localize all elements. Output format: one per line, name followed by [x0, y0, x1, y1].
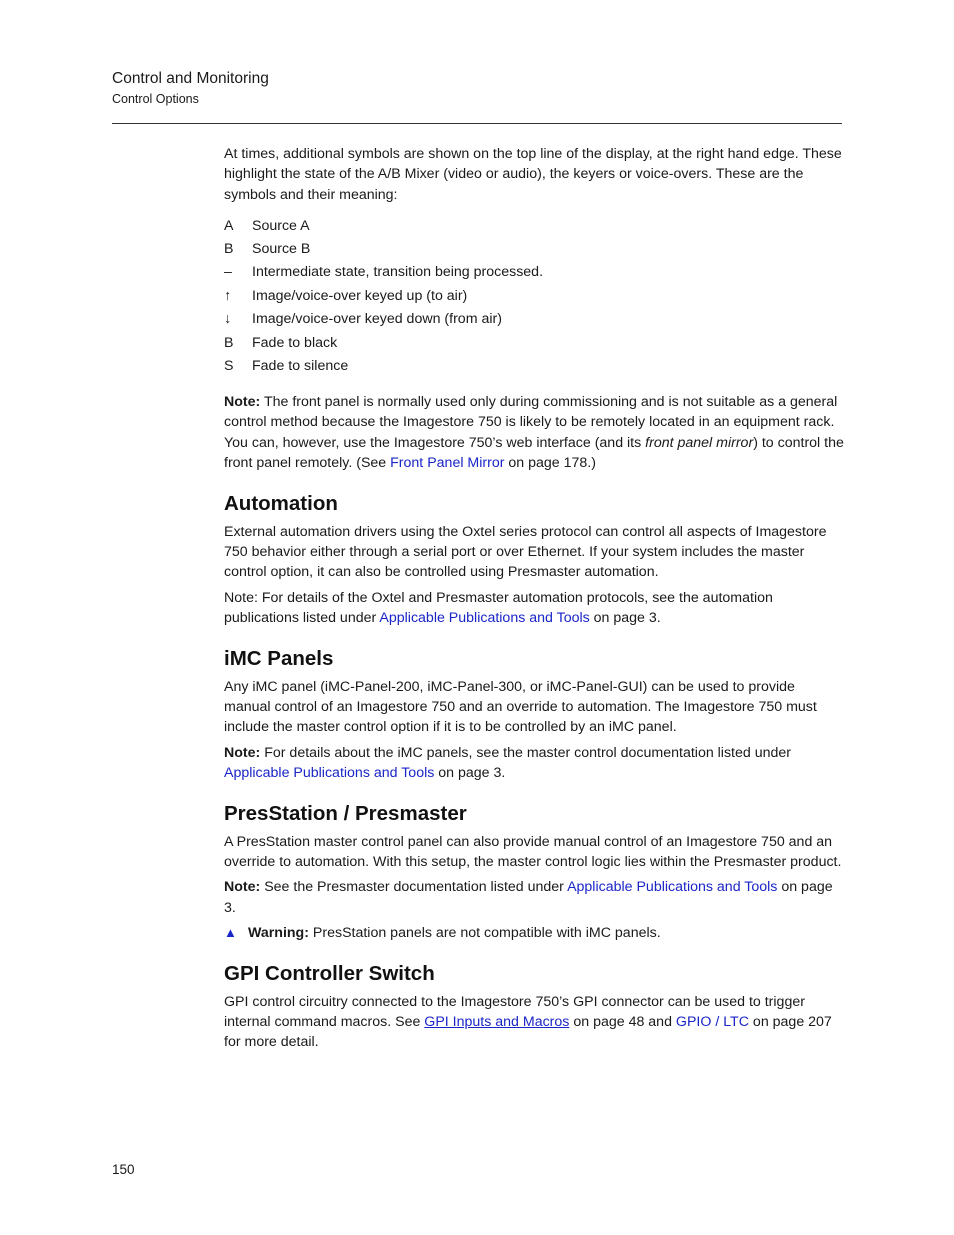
symbol-meaning: Image/voice-over keyed up (to air) [252, 287, 468, 304]
note-text: Note: For details of the Oxtel and Presmaster automation protocols, see the automation publications listed under [224, 589, 773, 627]
list-item [224, 214, 844, 237]
gpi-heading: GPI Controller Switch [224, 961, 435, 985]
list-item [224, 355, 844, 378]
list-item [224, 284, 844, 307]
down-arrow-icon: ↓ [224, 311, 232, 328]
automation-paragraph: External automation drivers using the Oxtel series protocol can control all aspects of Imagestore 750 behavior either through a serial port or over Ethernet. If your system includes the master control option, it can also be controlled using Presmaster automation. [224, 523, 827, 581]
symbol-glyph: A [224, 217, 234, 234]
warning-triangle-icon: ▲ [224, 925, 237, 941]
gpi-text: on page 48 and [569, 1014, 676, 1031]
page-content [224, 144, 844, 1058]
imc-note [224, 743, 844, 784]
symbol-meaning: Intermediate state, transition being processed. [252, 264, 544, 281]
symbol-meaning: Source B [252, 241, 311, 258]
note-text: For details about the iMC panels, see the master control documentation listed under [260, 744, 792, 761]
note-label: Note: [224, 879, 261, 896]
symbol-meaning: Image/voice-over keyed down (from air) [252, 311, 502, 328]
gpi-text: on page 207 for more detail. [224, 1014, 832, 1051]
intro-paragraph: At times, additional symbols are shown on the top line of the display, at the right hand edge. These highlight the state of the A/B Mixer (video or audio), the keyers or voice-overs. These are the symbols and their meaning: [224, 146, 842, 203]
note-text: ) to control the front panel remotely. (See [224, 434, 844, 472]
symbol-meaning: Source A [252, 217, 310, 234]
list-item [224, 308, 844, 331]
symbol-glyph: S [224, 358, 234, 375]
symbol-list [224, 214, 844, 378]
applicable-publications-link[interactable]: Applicable Publications and Tools [224, 765, 435, 782]
running-header-title: Control and Monitoring [112, 70, 269, 87]
gpi-paragraph [224, 992, 844, 1053]
front-panel-mirror-link[interactable]: Front Panel Mirror [390, 455, 505, 472]
running-header-subtitle: Control Options [112, 92, 199, 106]
note-text: on page 3. [224, 879, 833, 916]
symbol-meaning: Fade to silence [252, 358, 349, 375]
gpi-inputs-macros-link[interactable]: GPI Inputs and Macros [424, 1014, 570, 1031]
note-label: Note: [224, 393, 261, 410]
symbol-glyph: B [224, 334, 234, 351]
note-text: See the Presmaster documentation listed under [260, 879, 568, 896]
note-text: The front panel is normally used only during commissioning and is not suitable as a general control method because the Imagestore 750 is likely to be remotely located in an equipment rack. You can, however, use the Imagestore 750’s web interface (and its [224, 393, 838, 451]
symbol-glyph: – [224, 264, 232, 281]
list-item [224, 331, 844, 354]
note-italic: front panel mirror [645, 434, 754, 451]
automation-note [224, 588, 844, 629]
note-text: on page 3. [589, 610, 661, 627]
symbol-glyph: B [224, 241, 234, 258]
presstation-paragraph: A PresStation master control panel can also provide manual control of an Imagestore 750 and an override to automation. With this setup, the master control logic lies within the Presmaster product. [224, 833, 842, 871]
up-arrow-icon: ↑ [224, 287, 232, 304]
automation-heading: Automation [224, 491, 338, 515]
gpio-ltc-link[interactable]: GPIO / LTC [675, 1014, 749, 1031]
presstation-warning [224, 923, 844, 943]
warning-label: Warning: [248, 925, 309, 942]
applicable-publications-link[interactable]: Applicable Publications and Tools [379, 610, 590, 627]
front-panel-note [224, 392, 844, 474]
presstation-note [224, 877, 844, 918]
page-number: 150 [112, 1162, 135, 1177]
imc-paragraph: Any iMC panel (iMC-Panel-200, iMC-Panel-300, or iMC-Panel-GUI) can be used to provide manual control of an Imagestore 750 and an override to automation. The Imagestore 750 must include the master control option if it is to be controlled by an iMC panel. [224, 678, 817, 736]
note-text: on page 178.) [504, 455, 596, 472]
gpi-text: GPI control circuitry connected to the Imagestore 750’s GPI connector can be used to trigger internal command macros. See [224, 993, 805, 1031]
applicable-publications-link[interactable]: Applicable Publications and Tools [567, 879, 778, 896]
presstation-heading: PresStation / Presmaster [224, 801, 467, 825]
list-item [224, 261, 844, 284]
note-label: Note: [224, 744, 261, 761]
imc-panels-heading: iMC Panels [224, 646, 334, 670]
warning-text: PresStation panels are not compatible with iMC panels. [308, 925, 661, 942]
symbol-meaning: Fade to black [252, 334, 338, 351]
note-text: on page 3. [434, 765, 506, 782]
header-rule [112, 123, 842, 124]
list-item [224, 238, 844, 261]
